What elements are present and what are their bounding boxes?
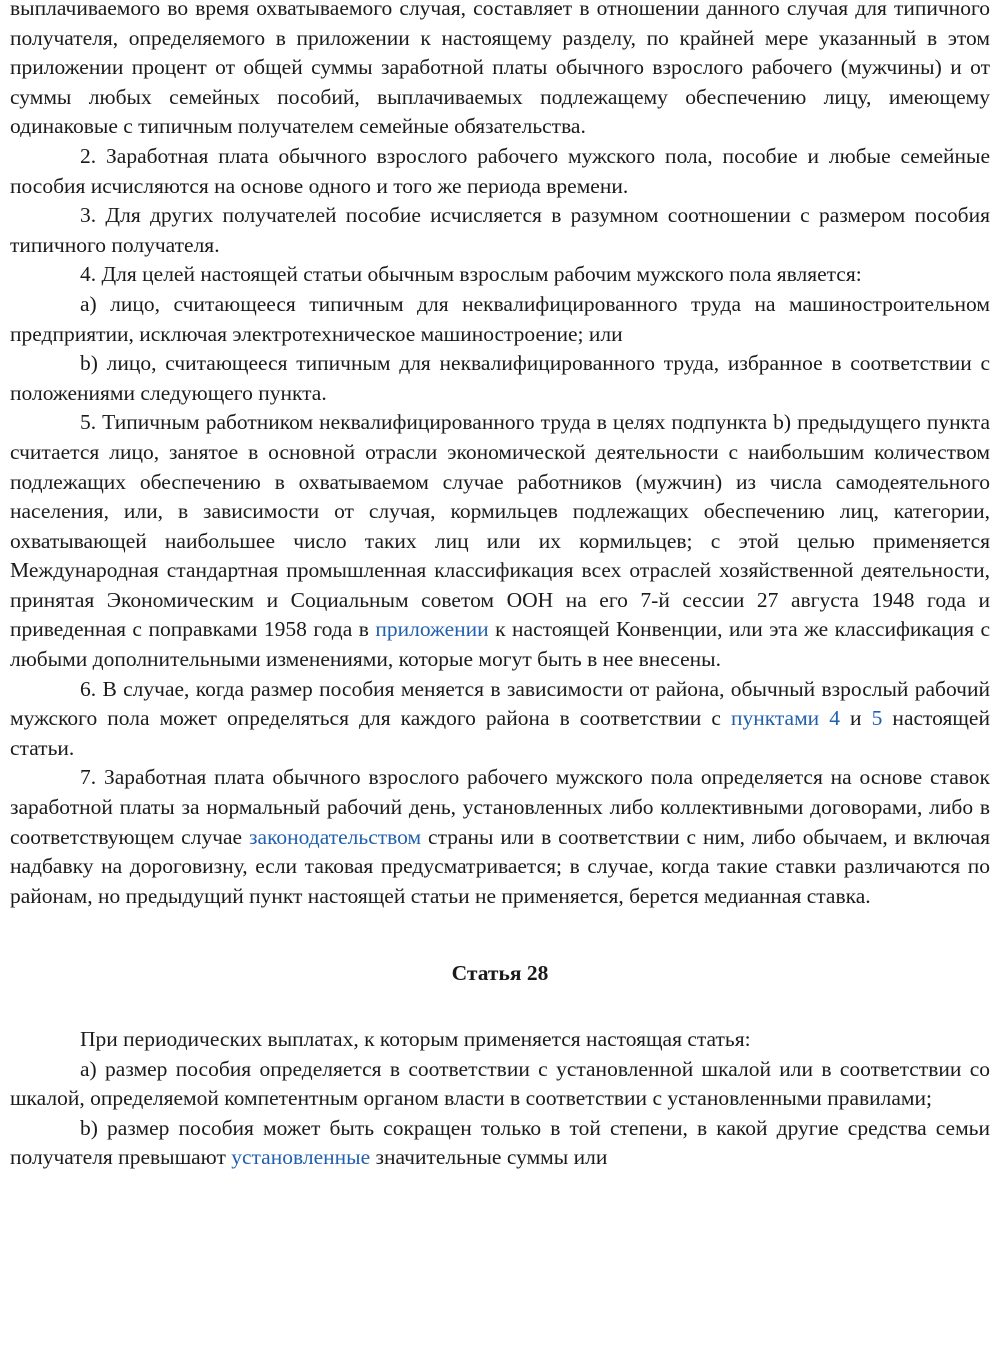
- article-28-intro: При периодических выплатах, к которым применяется настоящая статья:: [80, 1027, 751, 1051]
- article-27-paragraph-2: 2. Заработная плата обычного взрослого рабочего мужского пола, пособие и любые семейные пособия исчисляются на основе одного и того же периода времени.: [10, 143, 990, 198]
- article-27-paragraph-4b: b) лицо, считающееся типичным для неквалифицированного труда, избранное в соответствии с положениями следующего пункта.: [10, 351, 990, 405]
- paragraph-text: выплачиваемого во время охватываемого случая, составляет в отношении данного случая для типичного получателя, определяемого в приложении к настоящему разделу, по крайней мере указанный в этом приложении процент от общей суммы заработной платы обычного взрослого рабочего (мужчины) и от суммы любых семейных пособий, выплачиваемых подлежащему обеспечению лицу, имеющему одинаковые с типичным получателем семейные обязательства.: [10, 0, 990, 139]
- article-27-paragraph-3: 3. Для других получателей пособие исчисляется в разумном соотношении с размером пособия типичного получателя.: [10, 203, 990, 257]
- paragraph-text: к настоящей Конвенции, или эта же классификация с любыми дополнительными изменениями, которые могут быть в нее внесены.: [10, 617, 990, 672]
- article-27-paragraph-6: [10, 675, 990, 764]
- article-27-paragraph-1-continued: [10, 0, 990, 142]
- article-28-paragraph-a: a) размер пособия определяется в соответствии с установленной шкалой или в соответствии со шкалой, определяемой компетентным органом власти в соответствии с установленными правилами;: [10, 1056, 990, 1111]
- paragraph-text: b) размер пособия может быть сокращен только в той степени, в какой другие средства семьи получателя превышают: [10, 1115, 990, 1170]
- article-28-paragraph-b: [10, 1114, 990, 1173]
- link-paragraph-4[interactable]: пунктами 4: [730, 706, 840, 731]
- paragraph-text: и: [840, 706, 872, 731]
- link-legislation[interactable]: законодательством: [249, 824, 422, 849]
- paragraph-text: 6. В случае, когда размер пособия меняется в зависимости от района, обычный взрослый рабочий мужского пола может определяться для каждого района в соответствии с: [10, 676, 990, 731]
- paragraph-text: страны или в соответствии с ним, либо обычаем, и включая надбавку на дороговизну, если таковая предусматривается; в случае, когда такие ставки различаются по районам, но предыдущий пункт настоящей статьи не применяется, берется медианная ставка.: [10, 824, 990, 908]
- link-annex[interactable]: приложении: [375, 617, 489, 642]
- article-27-paragraph-7: [10, 763, 990, 911]
- article-27-paragraph-4: 4. Для целей настоящей статьи обычным взрослым рабочим мужского пола является:: [80, 262, 862, 287]
- paragraph-text: значительные суммы или: [370, 1145, 608, 1170]
- link-established[interactable]: установленные: [231, 1145, 371, 1170]
- paragraph-text: 5. Типичным работником неквалифицированного труда в целях подпункта b) предыдущего пункта считается лицо, занятое в основной отрасли экономической деятельности с наибольшим количеством подлежащих обеспечению в охватываемом случае работников (мужчин) из числа самодеятельного населения, или, в зависимости от случая, кормильцев подлежащих обеспечению лиц, категории, охватывающей наибольшее число таких лиц или их кормильцев; с этой целью применяется Международная стандартная промышленная классификация всех отраслей хозяйственной деятельности, принятая Экономическим и Социальным советом ООН на его 7-й сессии 27 августа 1948 года и приведенная с поправками 1958 года в: [10, 410, 990, 642]
- article-27-paragraph-4a: a) лицо, считающееся типичным для неквалифицированного труда на машиностроительном предприятии, исключая электротехническое машиностроение; или: [10, 291, 990, 346]
- link-paragraph-5[interactable]: 5: [871, 706, 883, 731]
- article-28-heading: Статья 28: [451, 961, 549, 986]
- paragraph-text: 7. Заработная плата обычного взрослого рабочего мужского пола определяется на основе ставок заработной платы за нормальный рабочий день, установленных либо коллективными договорами, либо в соответствующем случае: [10, 765, 990, 849]
- article-27-paragraph-5: [10, 408, 990, 674]
- paragraph-text: настоящей статьи.: [10, 706, 990, 760]
